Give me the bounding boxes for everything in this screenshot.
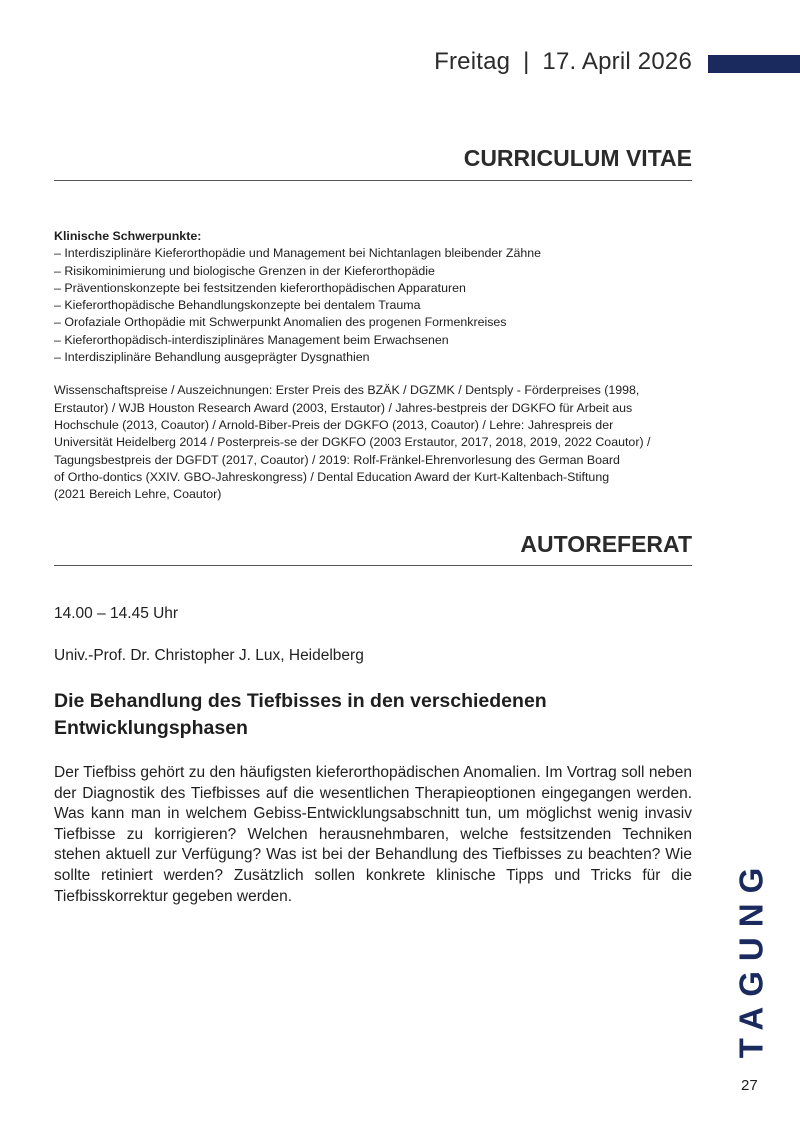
header-accent-bar (708, 55, 800, 73)
side-label (732, 857, 770, 1059)
talk-title-line: Die Behandlung des Tiefbisses in den verschiedenen (54, 690, 547, 712)
speaker-name: Univ.-Prof. Dr. Christopher J. Lux, Heidelberg (54, 647, 364, 664)
header-date-value: 17. April 2026 (542, 48, 692, 75)
side-label-text: TAGUNG (732, 857, 770, 1059)
awards-line: (2021 Bereich Lehre, Coautor) (54, 487, 222, 502)
focus-heading: Klinische Schwerpunkte: (54, 229, 202, 243)
awards-line: Erstautor) / WJB Houston Research Award (2003, Erstautor) / Jahres-bestpreis der DGKFO für Arbeit aus (54, 400, 633, 415)
talk-title-line: Entwicklungsphasen (54, 717, 248, 739)
focus-item: – Kieferorthopädisch-interdisziplinäres Management beim Erwachsenen (54, 332, 694, 349)
focus-item: – Kieferorthopädische Behandlungskonzepte bei dentalem Trauma (54, 297, 694, 314)
page-number: 27 (741, 1077, 758, 1094)
focus-list (54, 245, 694, 366)
awards-line: Universität Heidelberg 2014 / Posterpreis-se der DGKFO (2003 Erstautor, 2017, 2018, 2019, 2022 Coautor) / (54, 435, 651, 450)
awards-line: of Ortho-dontics (XXIV. GBO-Jahreskongress) / Dental Education Award der Kurt-Kaltenbach-Stiftung (54, 469, 610, 484)
cv-content (54, 228, 694, 503)
header-date (434, 48, 692, 76)
awards-line: Wissenschaftspreise / Auszeichnungen: Erster Preis des BZÄK / DGZMK / Dentsply - Förderpreises (1998, (54, 383, 640, 398)
header-day: Freitag (434, 48, 511, 75)
awards-paragraph (54, 382, 694, 503)
focus-item: – Orofaziale Orthopädie mit Schwerpunkt Anomalien des progenen Formenkreises (54, 314, 694, 331)
focus-item: – Interdisziplinäre Kieferorthopädie und Management bei Nichtanlagen bleibender Zähne (54, 245, 694, 262)
header-separator: | (523, 48, 530, 75)
cv-heading: CURRICULUM VITAE (463, 145, 692, 171)
abstract-text: Der Tiefbiss gehört zu den häufigsten kieferorthopädischen Anomalien. Im Vortrag soll neben der Diagnostik des Tiefbisses auf die wesentlichen Therapieoptionen eingegangen werden. Was kann man in welchem Gebiss-Entwicklungsabschnitt tun, um möglichst wenig invasiv Tiefbisse zu korrigieren? Welchen herausnehmbaren, welche festsitzenden Techniken stehen aktuell zur Verfügung? Was ist bei der Behandlung des Tiefbisses zu beachten? Wie sollte retiniert werden? Zusätzlich sollen konkrete klinische Tipps und Tricks für die Tiefbisskorrektur gegeben werden. (54, 764, 692, 905)
awards-line: Tagungsbestpreis der DGFDT (2017, Coautor) / 2019: Rolf-Fränkel-Ehrenvorlesung des German Board (54, 452, 620, 467)
talk-title (54, 688, 694, 742)
session-time: 14.00 – 14.45 Uhr (54, 605, 179, 622)
cv-divider (54, 180, 692, 181)
focus-item: – Risikominimierung und biologische Grenzen in der Kieferorthopädie (54, 263, 694, 280)
focus-item: – Interdisziplinäre Behandlung ausgeprägter Dysgnathien (54, 349, 694, 366)
autoreferat-divider (54, 565, 692, 566)
focus-item: – Präventionskonzepte bei festsitzenden kieferorthopädischen Apparaturen (54, 280, 694, 297)
awards-line: Hochschule (2013, Coautor) / Arnold-Biber-Preis der DGKFO (2013, Coautor) / Lehre: Jahrespreis der (54, 417, 614, 432)
autoreferat-heading: AUTOREFERAT (520, 531, 692, 557)
